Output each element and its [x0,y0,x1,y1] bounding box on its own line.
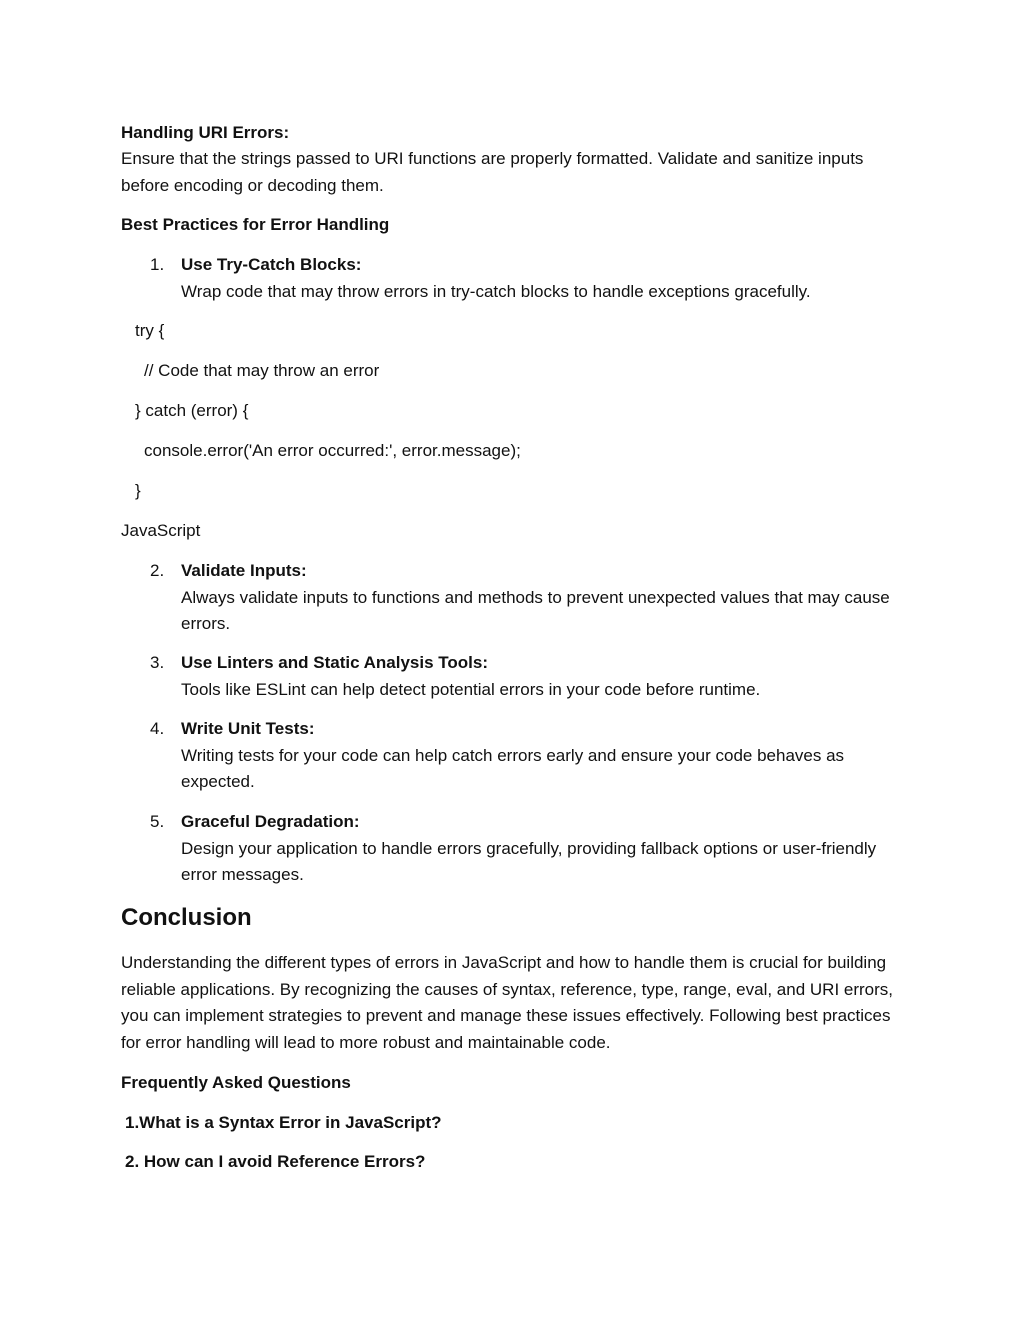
code-language-label: JavaScript [121,521,201,540]
code-line: try { [135,321,165,340]
faq-question: 1.What is a Syntax Error in JavaScript? [125,1113,442,1132]
list-item-number: 1. [150,255,165,274]
list-item-body: Tools like ESLint can help detect potential errors in your code before runtime. [181,679,761,699]
list-item-body: Wrap code that may throw errors in try-catch blocks to handle exceptions gracefully. [181,281,811,301]
code-line: console.error('An error occurred:', error.message); [144,441,521,460]
list-item [181,252,911,305]
conclusion-body: Understanding the different types of errors in JavaScript and how to handle them is crucial for building reliable applications. By recognizing the causes of syntax, reference, type, range, eval, and URI errors, you can implement strategies to prevent and manage these issues effectively. Following best practices for error handling will lead to more robust and maintainable code. [121,953,894,1052]
list-item-title: Write Unit Tests: [181,719,315,738]
list-item-title: Use Linters and Static Analysis Tools: [181,653,489,672]
list-item-title: Use Try-Catch Blocks: [181,255,362,274]
list-item-body: Design your application to handle errors gracefully, providing fallback options or user-friendly error messages. [181,838,877,884]
code-line: // Code that may throw an error [144,361,380,380]
uri-errors-body: Ensure that the strings passed to URI functions are properly formatted. Validate and sanitize inputs before encoding or decoding them. [121,149,864,195]
code-line: } catch (error) { [135,401,249,420]
list-item-body: Always validate inputs to functions and methods to prevent unexpected values that may cause errors. [181,587,890,633]
list-item-number: 4. [150,719,165,738]
uri-errors-heading: Handling URI Errors: [121,123,290,142]
faq-heading: Frequently Asked Questions [121,1073,351,1092]
list-item [181,809,911,889]
list-item [181,558,911,638]
list-item [181,650,911,703]
list-item-number: 3. [150,653,165,672]
list-item-number: 2. [150,561,165,580]
list-item-title: Graceful Degradation: [181,812,360,831]
best-practices-heading: Best Practices for Error Handling [121,215,390,234]
code-line: } [135,481,141,500]
conclusion-heading: Conclusion [121,904,252,931]
list-item [181,716,911,796]
list-item-title: Validate Inputs: [181,561,307,580]
list-item-body: Writing tests for your code can help catch errors early and ensure your code behaves as expected. [181,745,845,791]
list-item-number: 5. [150,812,165,831]
faq-question: 2. How can I avoid Reference Errors? [125,1152,426,1171]
